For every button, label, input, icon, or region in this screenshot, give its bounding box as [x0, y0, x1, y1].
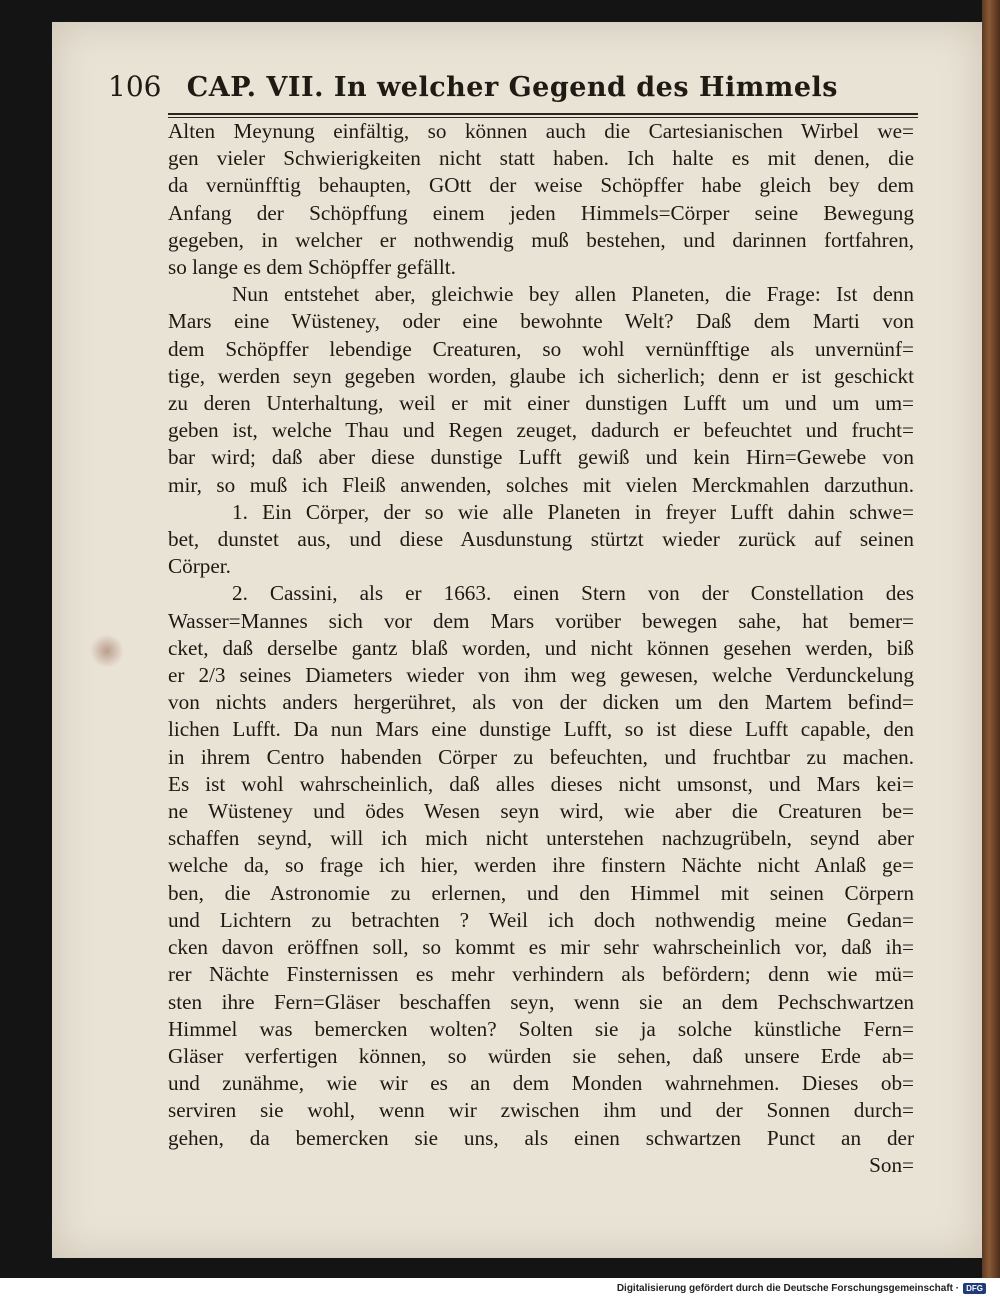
- text-line: ben, die Astronomie zu erlernen, und den Himmel mit seinen Cörpern: [168, 880, 914, 905]
- text-line: gehen, da bemercken sie uns, als einen schwartzen Punct an der: [168, 1125, 914, 1150]
- text-line: mir, so muß ich Fleiß anwenden, solches mit vielen Merckmahlen darzuthun.: [168, 472, 914, 497]
- text-line: schaffen seynd, will ich mich nicht unterstehen nachzugrübeln, seynd aber: [168, 826, 914, 851]
- text-line: zu deren Unterhaltung, weil er mit einer dunstigen Lufft um und um um=: [168, 391, 914, 416]
- text-line: bet, dunstet aus, und diese Ausdunstung stürtzt wieder zurück auf seinen: [168, 527, 914, 552]
- text-line: geben ist, welche Thau und Regen zeuget, dadurch er befeuchtet und frucht=: [168, 418, 914, 443]
- dfg-logo-icon: DFG: [963, 1283, 986, 1294]
- body-text: [168, 118, 914, 1179]
- text-line: Alten Meynung einfältig, so können auch die Cartesianischen Wirbel we=: [168, 119, 914, 143]
- text-line: und zunähme, wie wir es an dem Monden wahrnehmen. Dieses ob=: [168, 1071, 914, 1096]
- text-line: in ihrem Centro habenden Cörper zu befeuchten, und fruchtbar zu machen.: [168, 744, 914, 769]
- text-line: gen vieler Schwierigkeiten nicht statt haben. Ich halte es mit denen, die: [168, 146, 914, 171]
- text-line: cken davon eröffnen soll, so kommt es mir sehr wahrscheinlich vor, daß ih=: [168, 935, 914, 960]
- text-line: Gläser verfertigen können, so würden sie sehen, daß unsere Erde ab=: [168, 1043, 914, 1068]
- text-line: da vernünfftig behaupten, GOtt der weise Schöpffer habe gleich bey dem: [168, 173, 914, 198]
- text-line: Himmel was bemercken wolten? Solten sie ja solche künstliche Fern=: [168, 1016, 914, 1041]
- digitization-credit: [617, 1283, 986, 1294]
- book-spine-edge: [982, 0, 1000, 1278]
- paper-stain: [90, 634, 124, 668]
- page-number: 106: [108, 70, 162, 103]
- text-line: welche da, so frage ich hier, werden ihre finstern Nächte nicht Anlaß ge=: [168, 853, 914, 878]
- text-line: er 2/3 seines Diameters wieder von ihm weg gewesen, welche Verdunckelung: [168, 663, 914, 688]
- text-line: cket, daß derselbe gantz blaß worden, und nicht können gesehen werden, biß: [168, 635, 914, 660]
- text-line: tige, werden seyn gegeben worden, glaube ich sicherlich; denn er ist geschickt: [168, 363, 914, 388]
- text-line: sten ihre Fern=Gläser beschaffen seyn, wenn sie an dem Pechschwartzen: [168, 989, 914, 1014]
- text-line: bar wird; daß aber diese dunstige Lufft gewiß und kein Hirn=Gewebe von: [168, 445, 914, 470]
- text-line: gegeben, in welcher er nothwendig muß bestehen, und darinnen fortfahren,: [168, 227, 914, 252]
- text-line: 2. Cassini, als er 1663. einen Stern von der Constellation des: [232, 581, 914, 606]
- text-line: Anfang der Schöpffung einem jeden Himmels=Cörper seine Bewegung: [168, 200, 914, 225]
- text-line: ne Wüsteney und ödes Wesen seyn wird, wie aber die Creaturen be=: [168, 799, 914, 824]
- text-line: lichen Lufft. Da nun Mars eine dunstige Lufft, so ist diese Lufft capable, den: [168, 717, 914, 742]
- text-line: Mars eine Wüsteney, oder eine bewohnte Welt? Daß dem Marti von: [168, 309, 914, 334]
- text-line: so lange es dem Schöpffer gefällt.: [168, 255, 456, 280]
- text-line: serviren sie wohl, wenn wir zwischen ihm und der Sonnen durch=: [168, 1098, 914, 1123]
- text-line: und Lichtern zu betrachten ? Weil ich doch nothwendig meine Gedan=: [168, 907, 914, 932]
- text-line: Cörper.: [168, 554, 231, 579]
- text-line: dem Schöpffer lebendige Creaturen, so wohl vernünfftige als unvernünf=: [168, 336, 914, 361]
- text-line: Es ist wohl wahrscheinlich, daß alles dieses nicht umsonst, und Mars kei=: [168, 771, 914, 796]
- text-line: von nichts anders hergerühret, als von der dicken um den Martem befind=: [168, 690, 914, 715]
- running-head: CAP. VII. In welcher Gegend des Himmels: [186, 72, 838, 103]
- text-line: Nun entstehet aber, gleichwie bey allen Planeten, die Frage: Ist denn: [232, 282, 914, 307]
- credit-text: Digitalisierung gefördert durch die Deutsche Forschungsgemeinschaft ·: [616, 1283, 960, 1294]
- text-line: rer Nächte Finsternissen es mehr verhindern als befördern; denn wie mü=: [168, 962, 914, 987]
- catchword: Son=: [869, 1152, 914, 1177]
- text-line: 1. Ein Cörper, der so wie alle Planeten in freyer Lufft dahin schwe=: [232, 499, 914, 524]
- text-line: Wasser=Mannes sich vor dem Mars vorüber bewegen sahe, hat bemer=: [168, 608, 914, 633]
- page-header: [108, 70, 838, 110]
